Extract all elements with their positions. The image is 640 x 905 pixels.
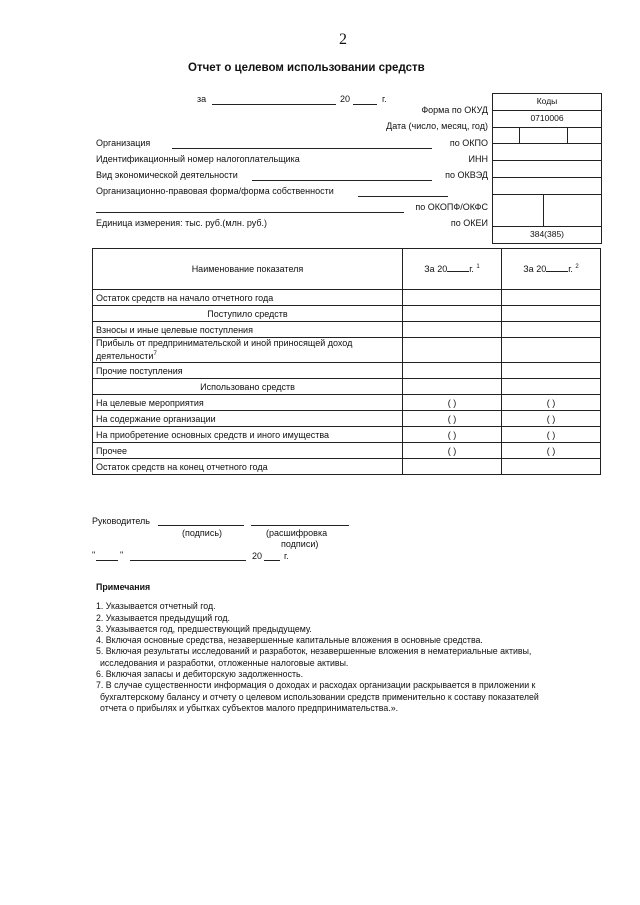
header-col1 [403,249,502,290]
okei-label: по ОКЕИ [450,218,488,228]
quote-close: " [120,550,124,560]
row-label-line2: деятельности [96,351,154,361]
okpo-label: по ОКПО [449,138,488,148]
head-label: Руководитель [92,516,150,526]
okved-cell[interactable] [493,177,601,194]
note-item: 1. Указывается отчетный год. [96,601,216,612]
row-value-cell[interactable] [403,459,502,475]
row-value-cell[interactable] [403,306,502,322]
row-value-cell[interactable] [403,322,502,338]
row-value-cell[interactable] [502,379,601,395]
table-row [93,363,601,379]
table-row [93,459,601,475]
table-row [93,322,601,338]
row-value-cell[interactable] [502,306,601,322]
date-month-line[interactable] [130,560,246,561]
legal-form-line[interactable] [358,196,448,197]
legal-form-line-2[interactable] [96,212,404,213]
row-value-cell[interactable] [403,379,502,395]
row-label [93,338,403,363]
signature-line[interactable] [158,525,244,526]
row-value-cell[interactable] [502,290,601,306]
note-item: отчета о прибылях и убытках субъектов малого предпринимательства.». [100,702,399,713]
row-value-cell[interactable]: ( ) [403,395,502,411]
table-row [93,338,601,363]
organization-line[interactable] [172,148,432,149]
quote-open: " [92,550,96,560]
date-label: Дата (число, месяц, год) [386,121,488,131]
okud-value[interactable]: 0710006 [493,110,601,127]
header-col2-prefix: За 20 [523,264,547,274]
unit-label: Единица измерения: тыс. руб.(млн. руб.) [96,218,267,228]
date-day-line[interactable] [96,560,118,561]
organization-label: Организация [96,138,151,148]
note-item: 2. Указывается предыдущий год. [96,612,230,623]
table-row [93,411,601,427]
header-col1-sup: 1 [476,264,480,270]
row-value-cell[interactable] [502,322,601,338]
header-col2-suffix: г. [568,264,573,274]
okved-label: по ОКВЭД [445,170,488,180]
row-value-cell[interactable] [403,363,502,379]
row-label: На содержание организации [93,411,403,427]
header-name: Наименование показателя [93,249,403,290]
header-col1-suffix: г. [469,264,474,274]
note-item: 6. Включая запасы и дебиторскую задолженность. [96,669,304,680]
row-label: Остаток средств на начало отчетного года [93,290,403,306]
date-year-suffix: г. [284,551,289,561]
row-label-line1: Прибыль от предпринимательской и иной приносящей доход [96,338,353,348]
row-value-cell[interactable] [502,459,601,475]
codes-header: Коды [536,96,558,106]
notes-block [96,582,539,714]
table-row [93,379,601,395]
row-label: Прочее [93,443,403,459]
header-col2-sup: 2 [575,264,579,270]
activity-label: Вид экономической деятельности [96,170,238,180]
note-item: 3. Указывается год, предшествующий предыдущему. [96,623,312,634]
inn-label: ИНН [468,154,488,164]
date-year-line[interactable] [264,560,280,561]
header-col2 [502,249,601,290]
note-item: 5. Включая результаты исследований и разработок, незавершенные вложения в нематериальные активы, [96,646,532,657]
decode-caption-1: (расшифровка [266,528,328,538]
signature-decode-line[interactable] [251,525,349,526]
page-number: 2 [339,31,347,48]
okud-label: Форма по ОКУД [421,105,488,115]
notes-title: Примечания [96,582,151,592]
okpo-cell[interactable] [493,143,601,160]
codes-box [492,93,602,244]
period-prefix: за [197,94,207,104]
legal-form-label: Организационно-правовая форма/форма собственности [96,186,334,196]
row-value-cell[interactable]: ( ) [403,411,502,427]
inn-field-label: Идентификационный номер налогоплательщика [96,154,300,164]
row-label: Взносы и иные целевые поступления [93,322,403,338]
row-label: Поступило средств [93,306,403,322]
period-year-prefix: 20 [340,94,351,104]
okei-value[interactable]: 384(385) [493,226,601,243]
period-line[interactable] [212,104,336,105]
date-cells[interactable] [493,127,601,144]
row-label-sup: 7 [153,351,157,357]
row-value-cell[interactable]: ( ) [502,443,601,459]
row-value-cell[interactable]: ( ) [502,395,601,411]
row-value-cell[interactable]: ( ) [403,443,502,459]
table-row [93,306,601,322]
note-item: 7. В случае существенности информация о доходах и расходах организации раскрывается в приложении к [96,680,536,691]
row-label: На приобретение основных средств и иного имущества [93,427,403,443]
row-value-cell[interactable] [403,290,502,306]
row-value-cell[interactable]: ( ) [403,427,502,443]
activity-line[interactable] [252,180,432,181]
row-label: Остаток средств на конец отчетного года [93,459,403,475]
date-year-prefix: 20 [252,551,263,561]
okopf-label: по ОКОПФ/ОКФС [415,202,488,212]
signature-caption: (подпись) [182,528,223,538]
report-title: Отчет о целевом использовании средств [188,62,425,74]
row-value-cell[interactable] [502,363,601,379]
table-header-row [93,249,601,290]
row-label: На целевые мероприятия [93,395,403,411]
table-row [93,395,601,411]
note-item: 4. Включая основные средства, незавершенные капитальные вложения в основные средства. [96,635,483,646]
row-label: Использовано средств [93,379,403,395]
table-row [93,443,601,459]
inn-cell[interactable] [493,160,601,177]
table-row [93,427,601,443]
row-value-cell[interactable] [403,338,502,363]
period-year-suffix: г. [382,94,387,104]
note-item: исследования и разработки, отложенные налоговые активы. [100,657,349,668]
okopf-cells[interactable] [493,194,601,226]
row-value-cell[interactable] [502,338,601,363]
row-label: Прочие поступления [93,363,403,379]
period-year-line[interactable] [353,104,377,105]
decode-caption-2: подписи) [281,539,319,549]
funds-table [92,248,601,475]
note-item: бухгалтерскому балансу и отчету о целевом использовании средств применительно к составу показателей [100,691,539,702]
header-col1-prefix: За 20 [424,264,448,274]
table-row [93,290,601,306]
row-value-cell[interactable]: ( ) [502,427,601,443]
row-value-cell[interactable]: ( ) [502,411,601,427]
